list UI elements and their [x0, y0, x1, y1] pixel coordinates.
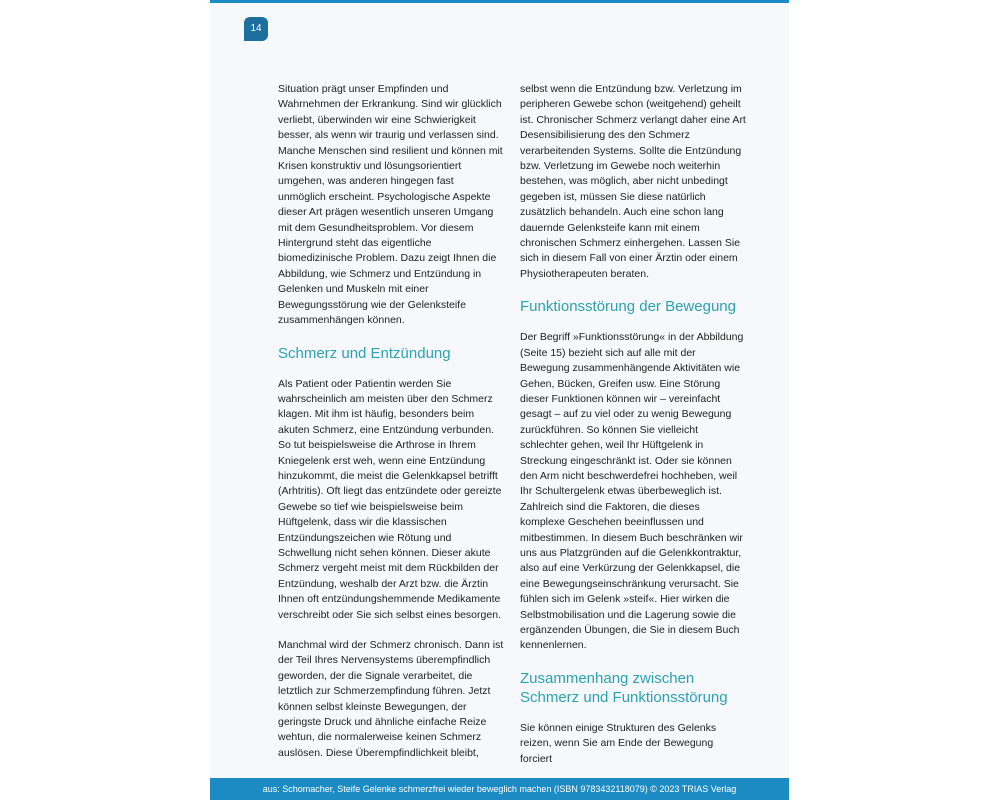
paragraph: Als Patient oder Patientin werden Sie wahrscheinlich am meisten über den Schmerz klagen. Mit ihm ist häufig, besonders beim akuten Schmerz, eine Entzündung verbunden. So tut beispielsweise die Arthrose in Ihrem Kniegelenk erst weh, wenn eine Entzündung hinzukommt, die meist die Gelenkkapsel betrifft (Arhtritis). Oft liegt das entzündete oder gereizte Gewebe so tief wie beispielsweise beim Hüftgelenk, dass wir die klassischen Entzündungszeichen wie Rötung und Schwellung nicht sehen können. Dieser akute Schmerz vergeht meist mit dem Rückbilden der Entzündung, weshalb der Arzt bzw. die Ärztin Ihnen oft entzündungshemmende Medikamente verschreibt oder Sie sich selbst eines besorgen. — [278, 377, 502, 621]
book-page — [210, 0, 789, 800]
right-column — [520, 82, 746, 782]
page-number-badge: 14 — [244, 17, 268, 41]
paragraph: Der Begriff »Funktionsstörung« in der Abbildung (Seite 15) bezieht sich auf alle mit der Bewegung zusammenhängende Aktivitäten wie Gehen, Bücken, Greifen usw. Eine Störung dieser Funktionen können wir – vereinfacht gesagt – auf zu viel oder zu wenig Bewegung zurückführen. So können Sie vielleicht schlechter gehen, weil Ihr Hüftgelenk in Streckung eingeschränkt ist. Oder sie können den Arm nicht beschwerdefrei hochheben, weil Ihr Schultergelenk etwas überbeweglich ist. Zahlreich sind die Faktoren, die dieses komplexe Geschehen beeinflussen und mitbestimmen. In diesem Buch beschränken wir uns aus Platzgründen auf die Gelenkkontraktur, also auf eine Verkürzung der Gelenkkapsel, die eine Bewegungseinschränkung verursacht. Sie fühlen sich im Gelenk »steif«. Hier wirken die Selbstmobilisation und die Lagerung sowie die ergänzenden Übungen, die Sie in diesem Buch kennenlernen. — [520, 331, 744, 652]
section-heading: Zusammenhang zwischen Schmerz und Funktionsstörung — [520, 669, 728, 706]
paragraph: Situation prägt unser Empfinden und Wahrnehmen der Erkrankung. Sind wir glücklich verliebt, überwinden wir eine Schwierigkeit besser, als wenn wir traurig und verlassen sind. Manche Menschen sind resilient und können mit Krisen konstruktiv und lösungsorientiert umgehen, was anderen hingegen fast unmöglich erscheint. Psychologische Aspekte dieser Art prägen wesentlich unseren Umgang mit dem Gesundheitsproblem. Vor diesem Hintergrund steht das eigentliche biomedizinische Problem. Dazu zeigt Ihnen die Abbildung, wie Schmerz und Entzündung in Gelenken und Muskeln mit einer Bewegungsstörung wie der Gelenksteife zusammenhängen können. — [278, 83, 503, 327]
paragraph: Sie können einige Strukturen des Gelenks reizen, wenn Sie am Ende der Bewegung forciert — [520, 721, 717, 765]
left-column — [278, 82, 504, 776]
paragraph: Manchmal wird der Schmerz chronisch. Dann ist der Teil Ihres Nervensystems überempfindlich geworden, der die Signale verarbeitet, die letztlich zur Schmerzempfindung führen. Jetzt können selbst kleinste Bewegungen, der geringste Druck und ähnliche einfache Reize wehtun, die normalerweise keinen Schmerz auslösen. Diese Überempfindlichkeit bleibt, — [278, 639, 504, 759]
section-heading: Funktionsstörung der Bewegung — [520, 298, 736, 316]
paragraph: selbst wenn die Entzündung bzw. Verletzung im peripheren Gewebe schon (weitgehend) geheilt ist. Chronischer Schmerz verlangt daher eine Art Desensibilisierung des den Schmerz verarbeitenden Systems. Sollte die Entzündung bzw. Verletzung im Gewebe noch weiterhin bestehen, was möglich, aber nicht unbedingt gegeben ist, müssen Sie diese natürlich zusätzlich behandeln. Auch eine schon lang dauernde Gelenksteife kann mit einem chronischen Schmerz einhergehen. Lassen Sie sich in diesem Fall von einer Ärztin oder einem Physiotherapeuten beraten. — [520, 83, 746, 280]
source-footer: aus: Schomacher, Steife Gelenke schmerzfrei wieder beweglich machen (ISBN 9783432118079) © 2023 TRIAS Verlag — [210, 778, 789, 800]
section-heading: Schmerz und Entzündung — [278, 344, 451, 362]
